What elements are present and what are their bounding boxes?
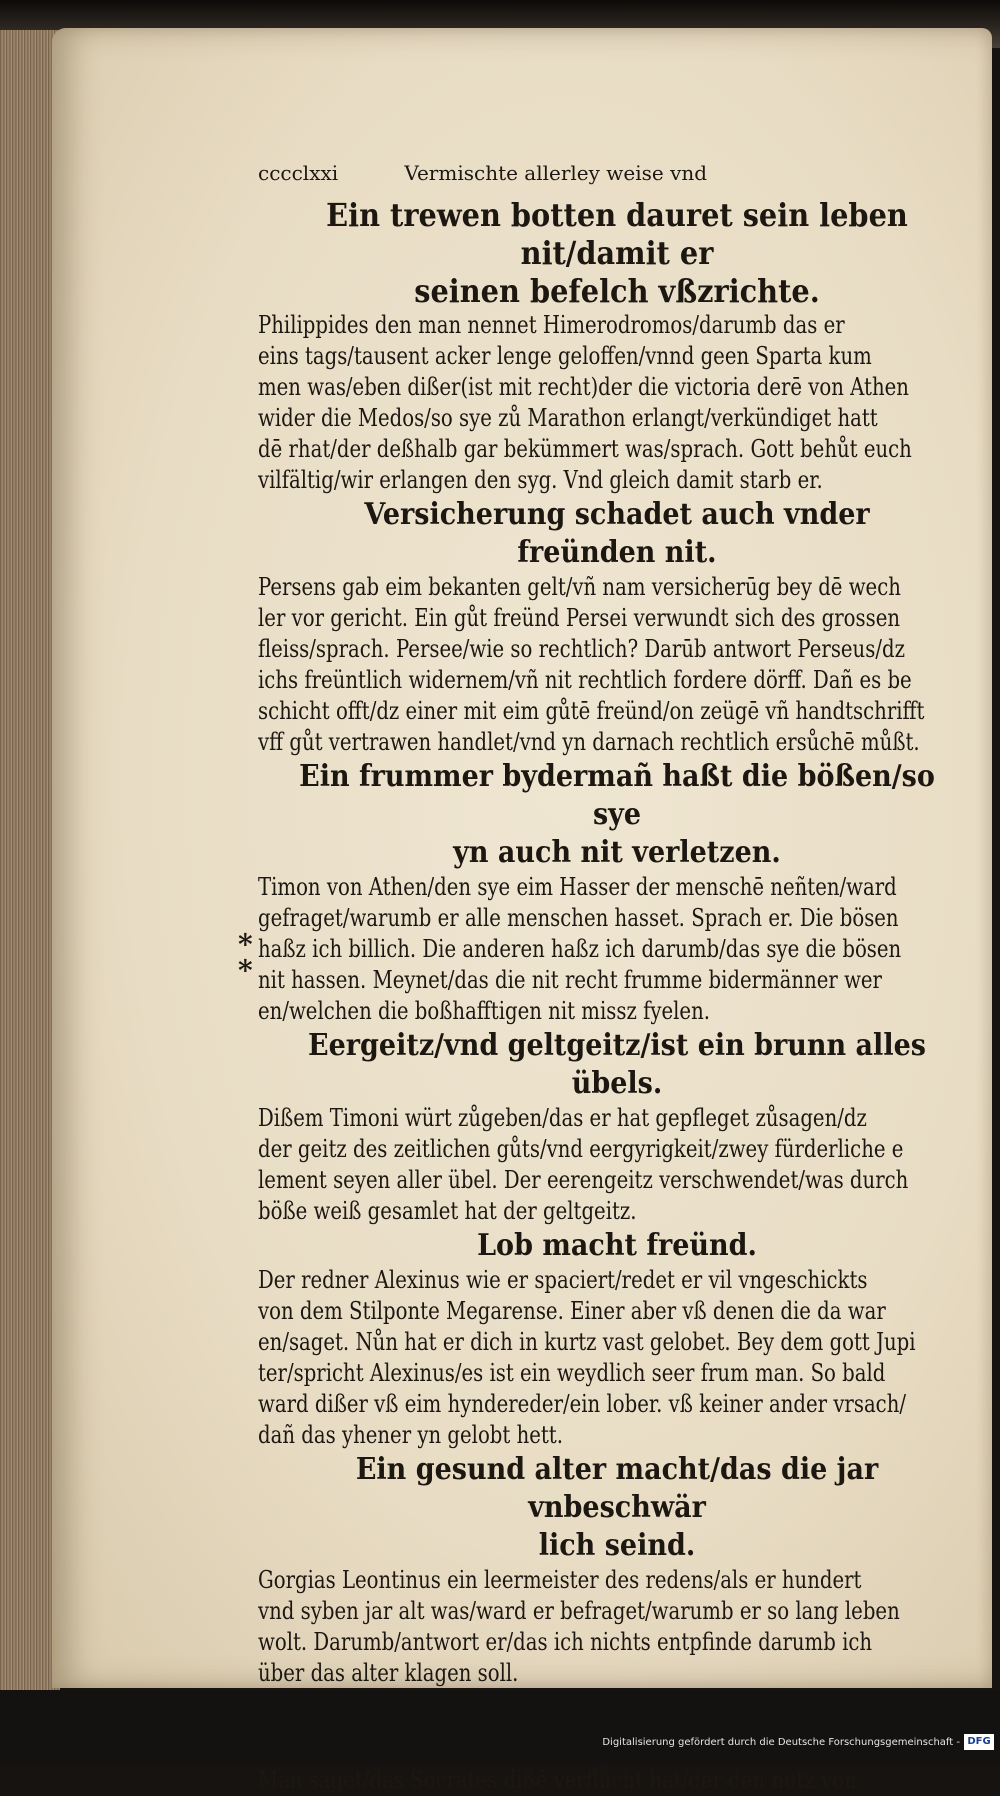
section-heading: Ein frummer bydermañ haßt die bößen/so sye: [299, 759, 935, 832]
section-heading: Ein gesund alter macht/das die jar vnbeschwär: [355, 1452, 879, 1525]
text-line: Man saget/das Socrates dißē verflůcht hat/der den nutz von: [258, 1766, 857, 1794]
text-line: Dißem Timoni würt zůgeben/das er hat gepfleget zůsagen/dz: [258, 1104, 867, 1132]
text-line: eins tags/tausent acker lenge geloffen/vnnd geen Sparta kum: [258, 342, 872, 370]
dfg-logo: DFG: [964, 1734, 994, 1750]
running-title: Vermischte allerley weise vnd: [404, 161, 708, 185]
text-line: dē rhat/der deßhalb gar bekümmert was/sprach. Gott behůt euch: [258, 435, 912, 463]
text-line: wolt. Darumb/antwort er/das ich nichts entpfinde darumb ich: [258, 1628, 873, 1656]
text-line: Persens gab eim bekanten gelt/vñ nam versicherūg bey dē wech: [258, 573, 901, 601]
section: [258, 1027, 976, 1227]
section: [258, 196, 976, 496]
text-line: fleiss/sprach. Persee/wie so rechtlich? Darūb antwort Perseus/dz: [258, 635, 905, 663]
page-text: [258, 150, 976, 1796]
text-line: nit hassen. Meynet/das die nit recht frumme bidermänner wer: [258, 966, 882, 994]
section-heading: Lob macht freünd.: [477, 1228, 757, 1263]
text-line: lement seyen aller übel. Der eerengeitz verschwendet/was durch: [258, 1166, 909, 1194]
text-line: ler vor gericht. Ein gůt freünd Persei verwundt sich des grossen: [258, 604, 901, 632]
section: [258, 1227, 976, 1451]
text-line: vnd syben jar alt was/ward er befraget/warumb er so lang leben: [258, 1597, 900, 1625]
text-line: ter/spricht Alexinus/es ist ein weydlich seer frum man. So bald: [258, 1359, 886, 1387]
text-line: vff gůt vertrawen handlet/vnd yn darnach rechtlich ersůchē můßt.: [258, 728, 920, 756]
section-heading: seinen befelch vßzrichte.: [414, 272, 820, 310]
section: [258, 758, 976, 1027]
section: [258, 496, 976, 758]
text-line: dañ das yhener yn gelobt hett.: [258, 1421, 563, 1449]
section-heading: Ein trewen botten dauret sein leben nit/damit er: [326, 196, 908, 272]
section-heading: lich seind.: [538, 1528, 696, 1563]
section-heading: Eergeitz/vnd geltgeitz/ist ein brunn alles übels.: [308, 1028, 926, 1101]
folio-number: cccclxxi: [258, 161, 339, 185]
margin-asterisk: *: [238, 928, 253, 961]
text-line: schicht offt/dz einer mit eim gůtē freünd/on zeügē vñ handtschrifft: [258, 697, 925, 725]
running-head: [258, 150, 976, 196]
text-line: von dem Stilponte Megarense. Einer aber vß denen die da war: [258, 1297, 886, 1325]
sections: [258, 196, 976, 1796]
section-heading: Versicherung schadet auch vnder freünden nit.: [364, 497, 870, 570]
text-line: böße weiß gesamlet hat der geltgeitz.: [258, 1197, 637, 1225]
text-line: Der redner Alexinus wie er spaciert/redet er vil vngeschickts: [258, 1266, 868, 1294]
margin-asterisks: [238, 928, 253, 987]
digitization-credit: Digitalisierung gefördert durch die Deutsche Forschungsgemeinschaft -: [602, 1737, 960, 1748]
text-line: vilfältig/wir erlangen den syg. Vnd gleich damit starb er.: [258, 466, 823, 494]
text-line: wider die Medos/so sye zů Marathon erlangt/verkündiget hatt: [258, 404, 878, 432]
text-line: der geitz des zeitlichen gůts/vnd eergyrigkeit/zwey fürderliche e: [258, 1135, 904, 1163]
text-line: Timon von Athen/den sye eim Hasser der menschē neñten/ward: [258, 873, 897, 901]
margin-asterisk: *: [238, 954, 253, 987]
section: [258, 1451, 976, 1689]
text-line: en/saget. Nůn hat er dich in kurtz vast gelobet. Bey dem gott Jupi: [258, 1328, 916, 1356]
text-line: Gorgias Leontinus ein leermeister des redens/als er hundert: [258, 1566, 862, 1594]
text-line: Philippides den man nennet Himerodromos/darumb das er: [258, 311, 845, 339]
section-heading: yn auch nit verletzen.: [453, 835, 781, 870]
book-page-edges: [0, 30, 60, 1690]
text-line: ichs freüntlich widernem/vñ nit rechtlich fordere dörff. Dañ es be: [258, 666, 912, 694]
text-line: men was/eben dißer(ist mit recht)der die victoria derē von Athen: [258, 373, 909, 401]
text-line: ward dißer vß eim hyndereder/ein lober. vß keiner ander vrsach/: [258, 1390, 907, 1418]
text-line: gefraget/warumb er alle menschen hasset. Sprach er. Die bösen: [258, 904, 899, 932]
text-line: haßz ich billich. Die anderen haßz ich darumb/das sye die bösen: [258, 935, 902, 963]
text-line: über das alter klagen soll.: [258, 1659, 519, 1687]
text-line: en/welchen die boßhafftigen nit missz fyelen.: [258, 997, 710, 1025]
footer-bar: [0, 1690, 1000, 1764]
